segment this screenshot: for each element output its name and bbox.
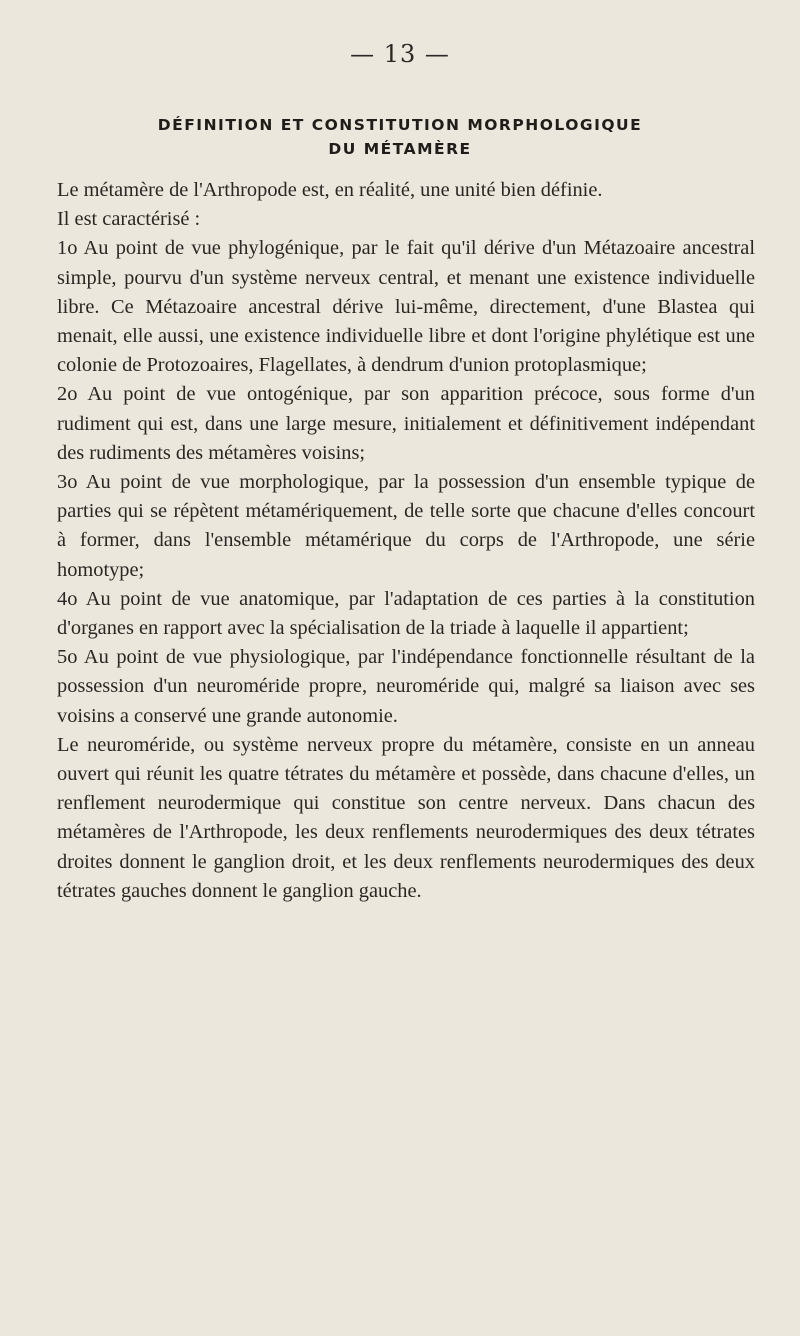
paragraph-point-2: 2o Au point de vue ontogénique, par son apparition précoce, sous forme d'un rudiment qui est, dans une large mesure, initialement et définitivement indépendant des rudiments des métamères voisins; [57,383,755,464]
paragraph-intro: Le métamère de l'Arthropode est, en réalité, une unité bien définie. [57,179,603,201]
body-text [57,176,755,906]
paragraph-point-4: 4o Au point de vue anatomique, par l'adaptation de ces parties à la constitution d'organes en rapport avec la spécialisation de la triade à laquelle il appartient; [57,587,755,640]
paragraph-point-3: 3o Au point de vue morphologique, par la possession d'un ensemble typique de parties qui se répètent métamériquement, de telle sorte que chacune d'elles concourt à former, dans l'ensemble métamérique du corps de l'Arthropode, une série homotype; [57,471,755,581]
paragraph-caracterise: Il est caractérisé : [57,208,201,231]
paragraph-neuromeride: Le neuroméride, ou système nerveux propre du métamère, consiste en un anneau ouvert qui réunit les quatre tétrates du métamère et possède, dans chacune d'elles, un renflement neurodermique qui constitue son centre nerveux. Dans chacun des métamères de l'Arthropode, les deux renflements neurodermiques des deux tétrates droites donnent le ganglion droit, et les deux renflements neurodermiques des deux tétrates gauches donnent le ganglion gauche. [57,733,755,902]
heading-line-2: DU MÉTAMÈRE [328,140,472,158]
paragraph-point-1: 1o Au point de vue phylogénique, par le fait qu'il dérive d'un Métazoaire ancestral simple, pourvu d'un système nerveux central, et menant une existence individuelle libre. Ce Métazoaire ancestral dérive lui-même, directement, d'une Blastea qui menait, elle aussi, une existence individuelle libre et dont l'origine phylétique est une colonie de Protozoaires, Flagellates, à dendrum d'union protoplasmique; [57,237,755,377]
section-heading [40,113,760,161]
paragraph-point-5: 5o Au point de vue physiologique, par l'indépendance fonctionnelle résultant de la possession d'un neuroméride propre, neuroméride qui, malgré sa liaison avec ses voisins a conservé une grande autonomie. [57,646,755,727]
page-number: — 13 — [350,40,450,68]
heading-line-1: DÉFINITION ET CONSTITUTION MORPHOLOGIQUE [157,116,643,134]
